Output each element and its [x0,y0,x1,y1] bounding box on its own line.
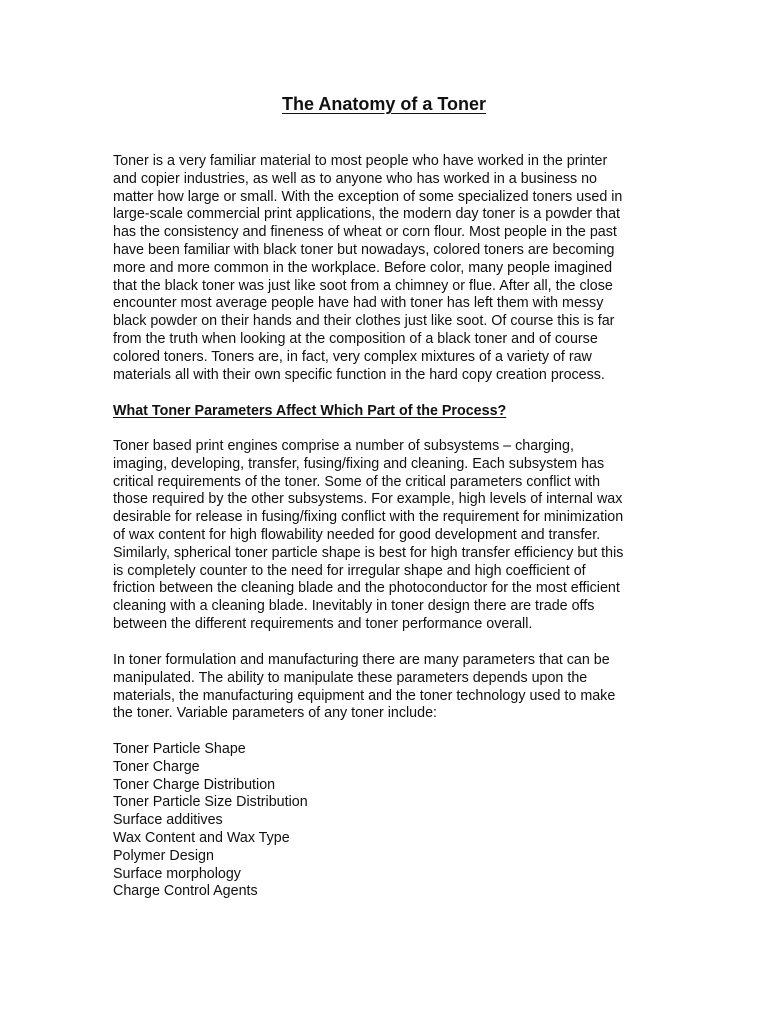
parameter-item: Wax Content and Wax Type [113,829,290,846]
paragraph-line: In toner formulation and manufacturing there are many parameters that can be [113,652,610,668]
paragraph-line: critical requirements of the toner. Some of the critical parameters conflict with [113,473,601,490]
paragraph-line: friction between the cleaning blade and the photoconductor for the most efficient [113,580,620,597]
intro-paragraph [113,153,673,384]
formulation-paragraph [113,652,673,723]
paragraph-line: desirable for release in fusing/fixing conflict with the requirement for minimization [113,509,624,526]
parameter-item: Surface additives [113,812,223,829]
paragraph-line: those required by the other subsystems. For example, high levels of internal wax [113,491,623,508]
paragraph-line: encounter most average people have had with toner has left them with messy [113,295,604,312]
document-title: The Anatomy of a Toner [281,94,486,114]
paragraph-line: from the truth when looking at the composition of a black toner and of course [113,330,598,347]
paragraph-line: the toner. Variable parameters of any toner include: [113,705,437,722]
paragraph-line: materials all with their own specific function in the hard copy creation process. [113,366,605,383]
paragraph-line: more and more common in the workplace. Before color, many people imagined [113,259,613,276]
subsystems-paragraph [113,438,673,634]
parameter-item: Surface morphology [113,865,241,882]
parameter-item: Toner Particle Shape [113,741,246,757]
paragraph-line: Similarly, spherical toner particle shape is best for high transfer efficiency but this [113,544,624,561]
paragraph-line: materials, the manufacturing equipment and the toner technology used to make [113,687,616,704]
parameter-list [113,741,308,901]
paragraph-line: is completely counter to the need for irregular shape and high coefficient of [113,562,586,579]
parameter-item: Polymer Design [113,847,214,864]
parameter-item: Charge Control Agents [113,883,258,900]
paragraph-line: matter how large or small. With the exception of some specialized toners used in [113,188,623,205]
paragraph-line: manipulated. The ability to manipulate these parameters depends upon the [113,669,588,686]
paragraph-line: and copier industries, as well as to anyone who has worked in a business no [113,170,597,187]
paragraph-line: black powder on their hands and their clothes just like soot. Of course this is far [113,313,615,330]
section-heading: What Toner Parameters Affect Which Part of the Process? [113,403,507,419]
parameter-item: Toner Particle Size Distribution [113,794,308,811]
paragraph-line: Toner is a very familiar material to most people who have worked in the printer [113,153,608,169]
paragraph-line: cleaning with a cleaning blade. Inevitably in toner design there are trade offs [113,598,595,615]
paragraph-line: of wax content for high flowability needed for good development and transfer. [113,526,601,543]
paragraph-line: colored toners. Toners are, in fact, very complex mixtures of a variety of raw [113,348,592,365]
paragraph-line: have been familiar with black toner but nowadays, colored toners are becoming [113,241,615,258]
paragraph-line: between the different requirements and toner performance overall. [113,615,533,632]
paragraph-line: large-scale commercial print applications, the modern day toner is a powder that [113,206,620,223]
paragraph-line: has the consistency and fineness of wheat or corn flour. Most people in the past [113,224,617,241]
parameter-item: Toner Charge [113,758,200,775]
paragraph-line: imaging, developing, transfer, fusing/fixing and cleaning. Each subsystem has [113,455,605,472]
parameter-item: Toner Charge Distribution [113,776,276,793]
paragraph-line: that the black toner was just like soot from a chimney or flue. After all, the close [113,277,613,294]
paragraph-line: Toner based print engines comprise a number of subsystems – charging, [113,438,574,454]
